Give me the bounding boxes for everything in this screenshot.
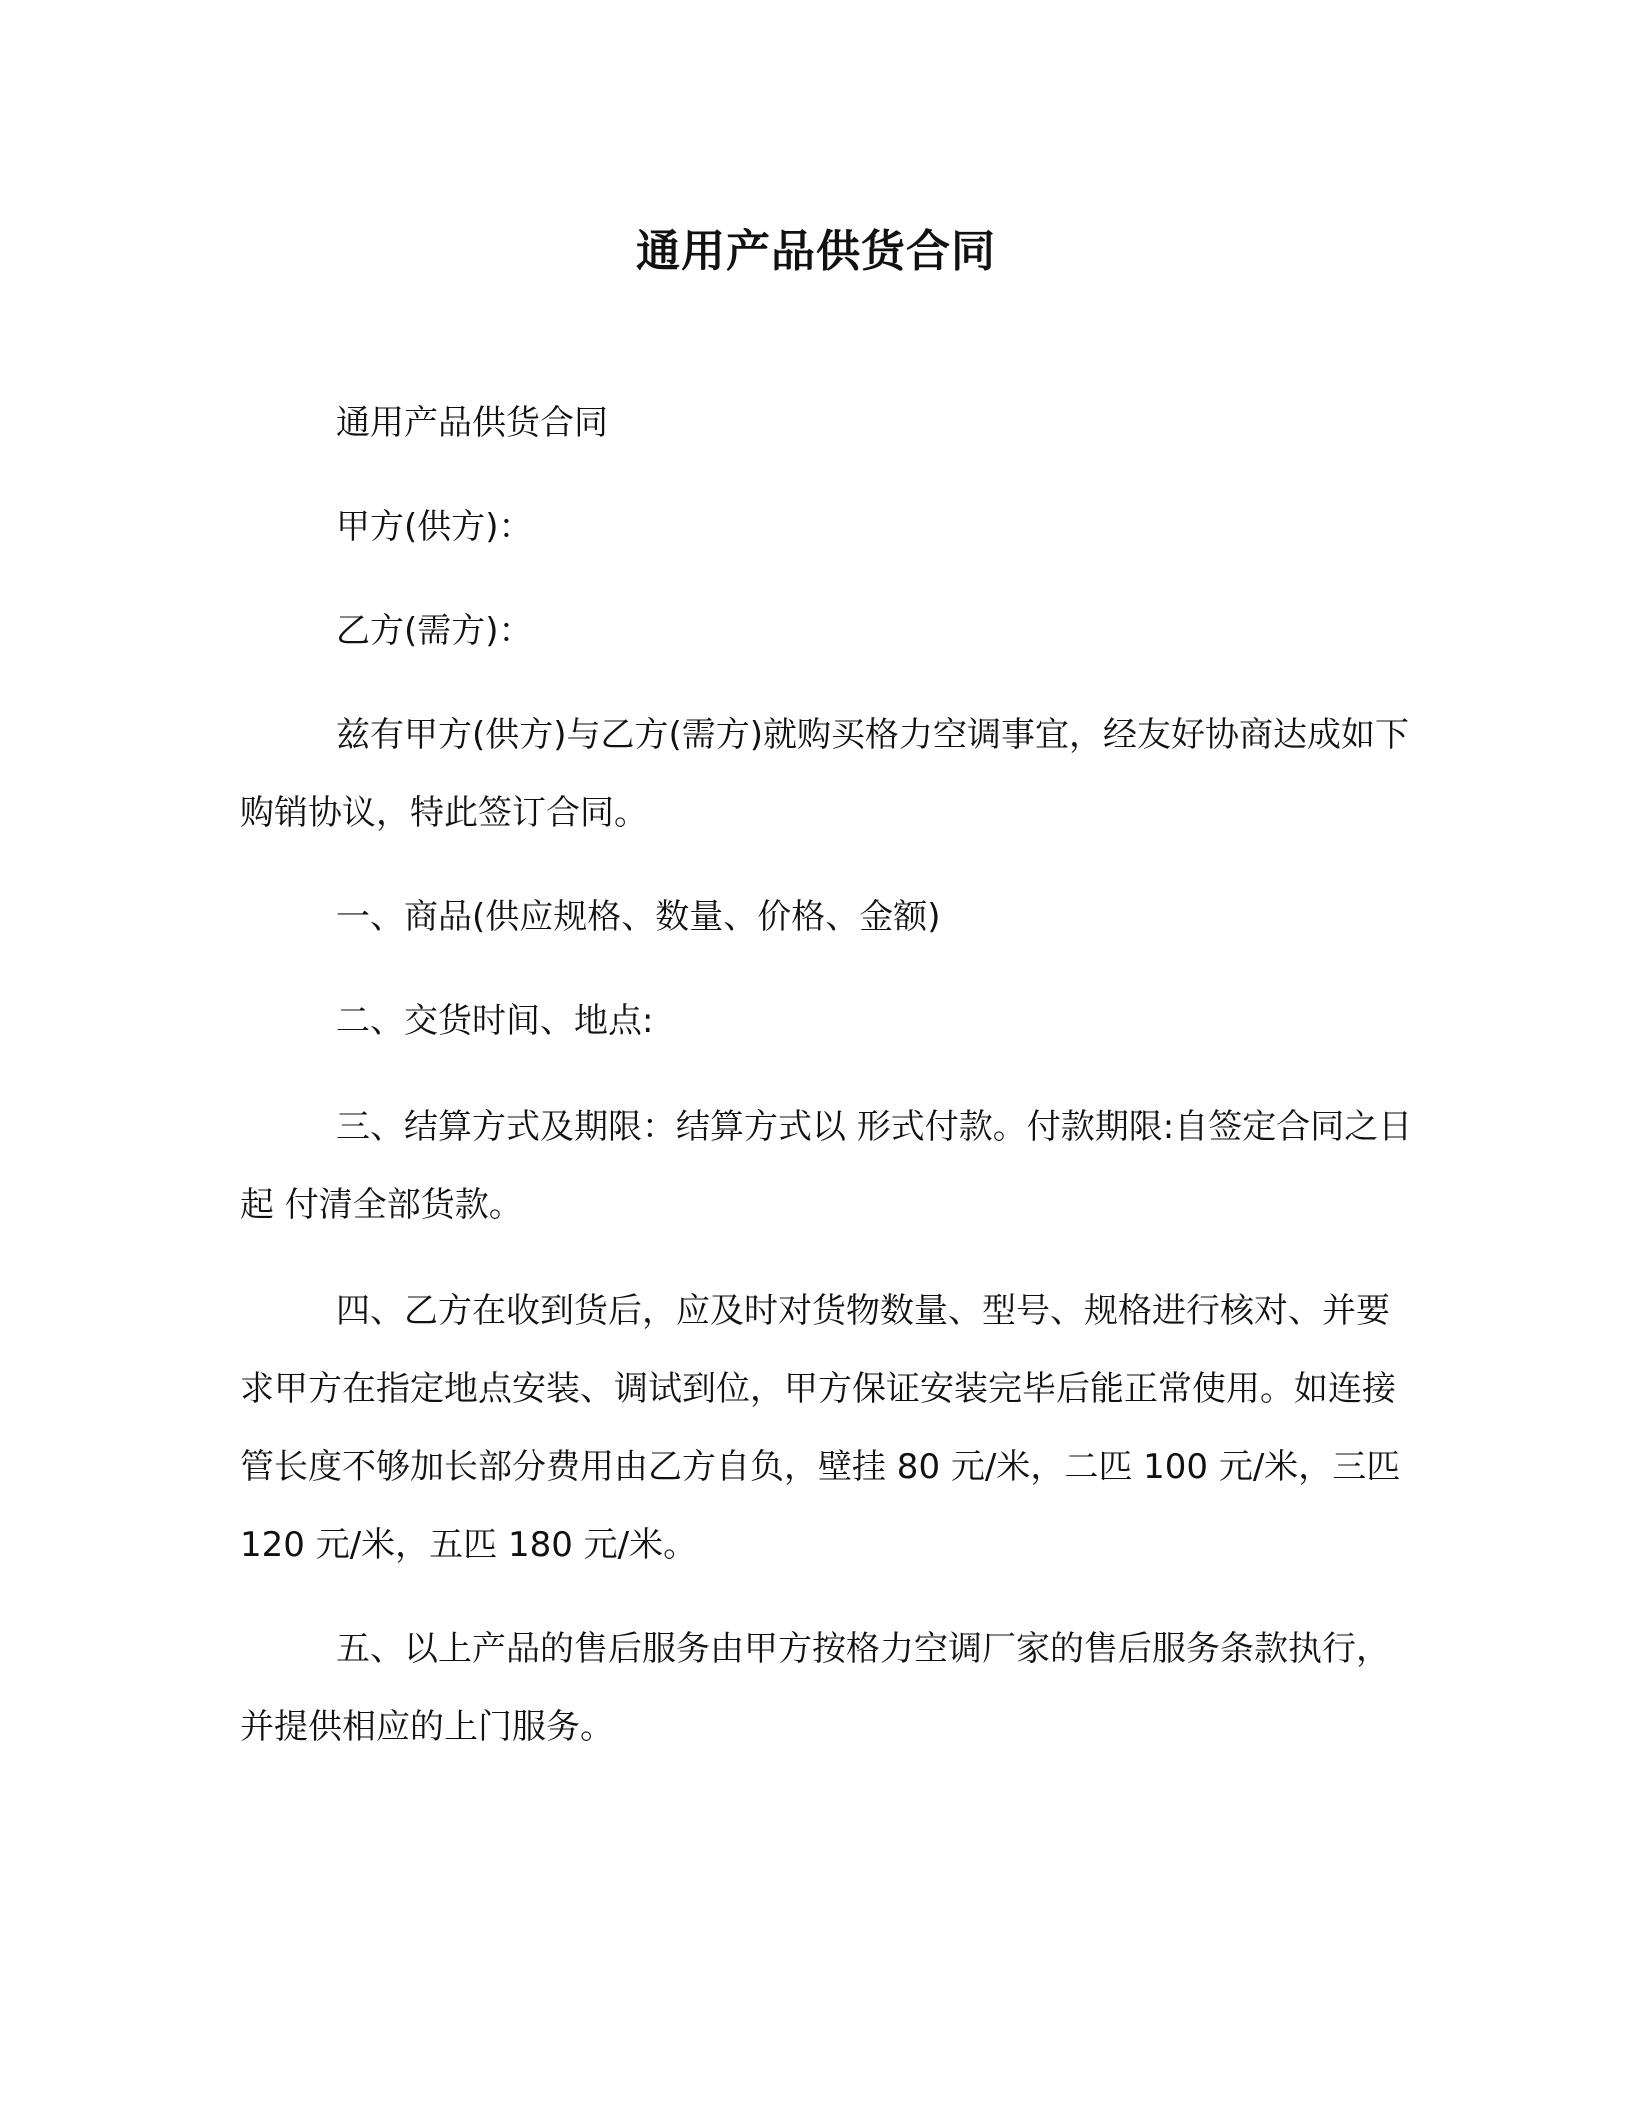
paragraph-preamble: 兹有甲方(供方)与乙方(需方)就购买格力空调事宜，经友好协商达成如下购销协议，特此签订合同。 [240,715,1410,833]
paragraph-party-a: 甲方(供方)： [336,507,533,547]
paragraph-section-5: 五、以上产品的售后服务由甲方按格力空调厂家的售后服务条款执行，并提供相应的上门服务。 [240,1629,1390,1747]
paragraph-party-b: 乙方(需方)： [336,611,533,651]
paragraph-section-4: 四、乙方在收到货后，应及时对货物数量、型号、规格进行核对、并要求甲方在指定地点安装、调试到位，甲方保证安装完毕后能正常使用。如连接管长度不够加长部分费用由乙方自负，壁挂 80 元/米，二匹 100 元/米，三匹 120 元/米，五匹 180 元/米。 [240,1291,1401,1565]
document-title: 通用产品供货合同 [636,226,996,277]
paragraph-section-1: 一、商品(供应规格、数量、价格、金额) [336,897,941,937]
paragraph-section-2: 二、交货时间、地点: [336,1001,654,1041]
paragraph-section-3: 三、结算方式及期限：结算方式以 形式付款。付款期限:自签定合同之日起 付清全部货款。 [240,1107,1413,1225]
paragraph-heading: 通用产品供货合同 [336,403,608,443]
